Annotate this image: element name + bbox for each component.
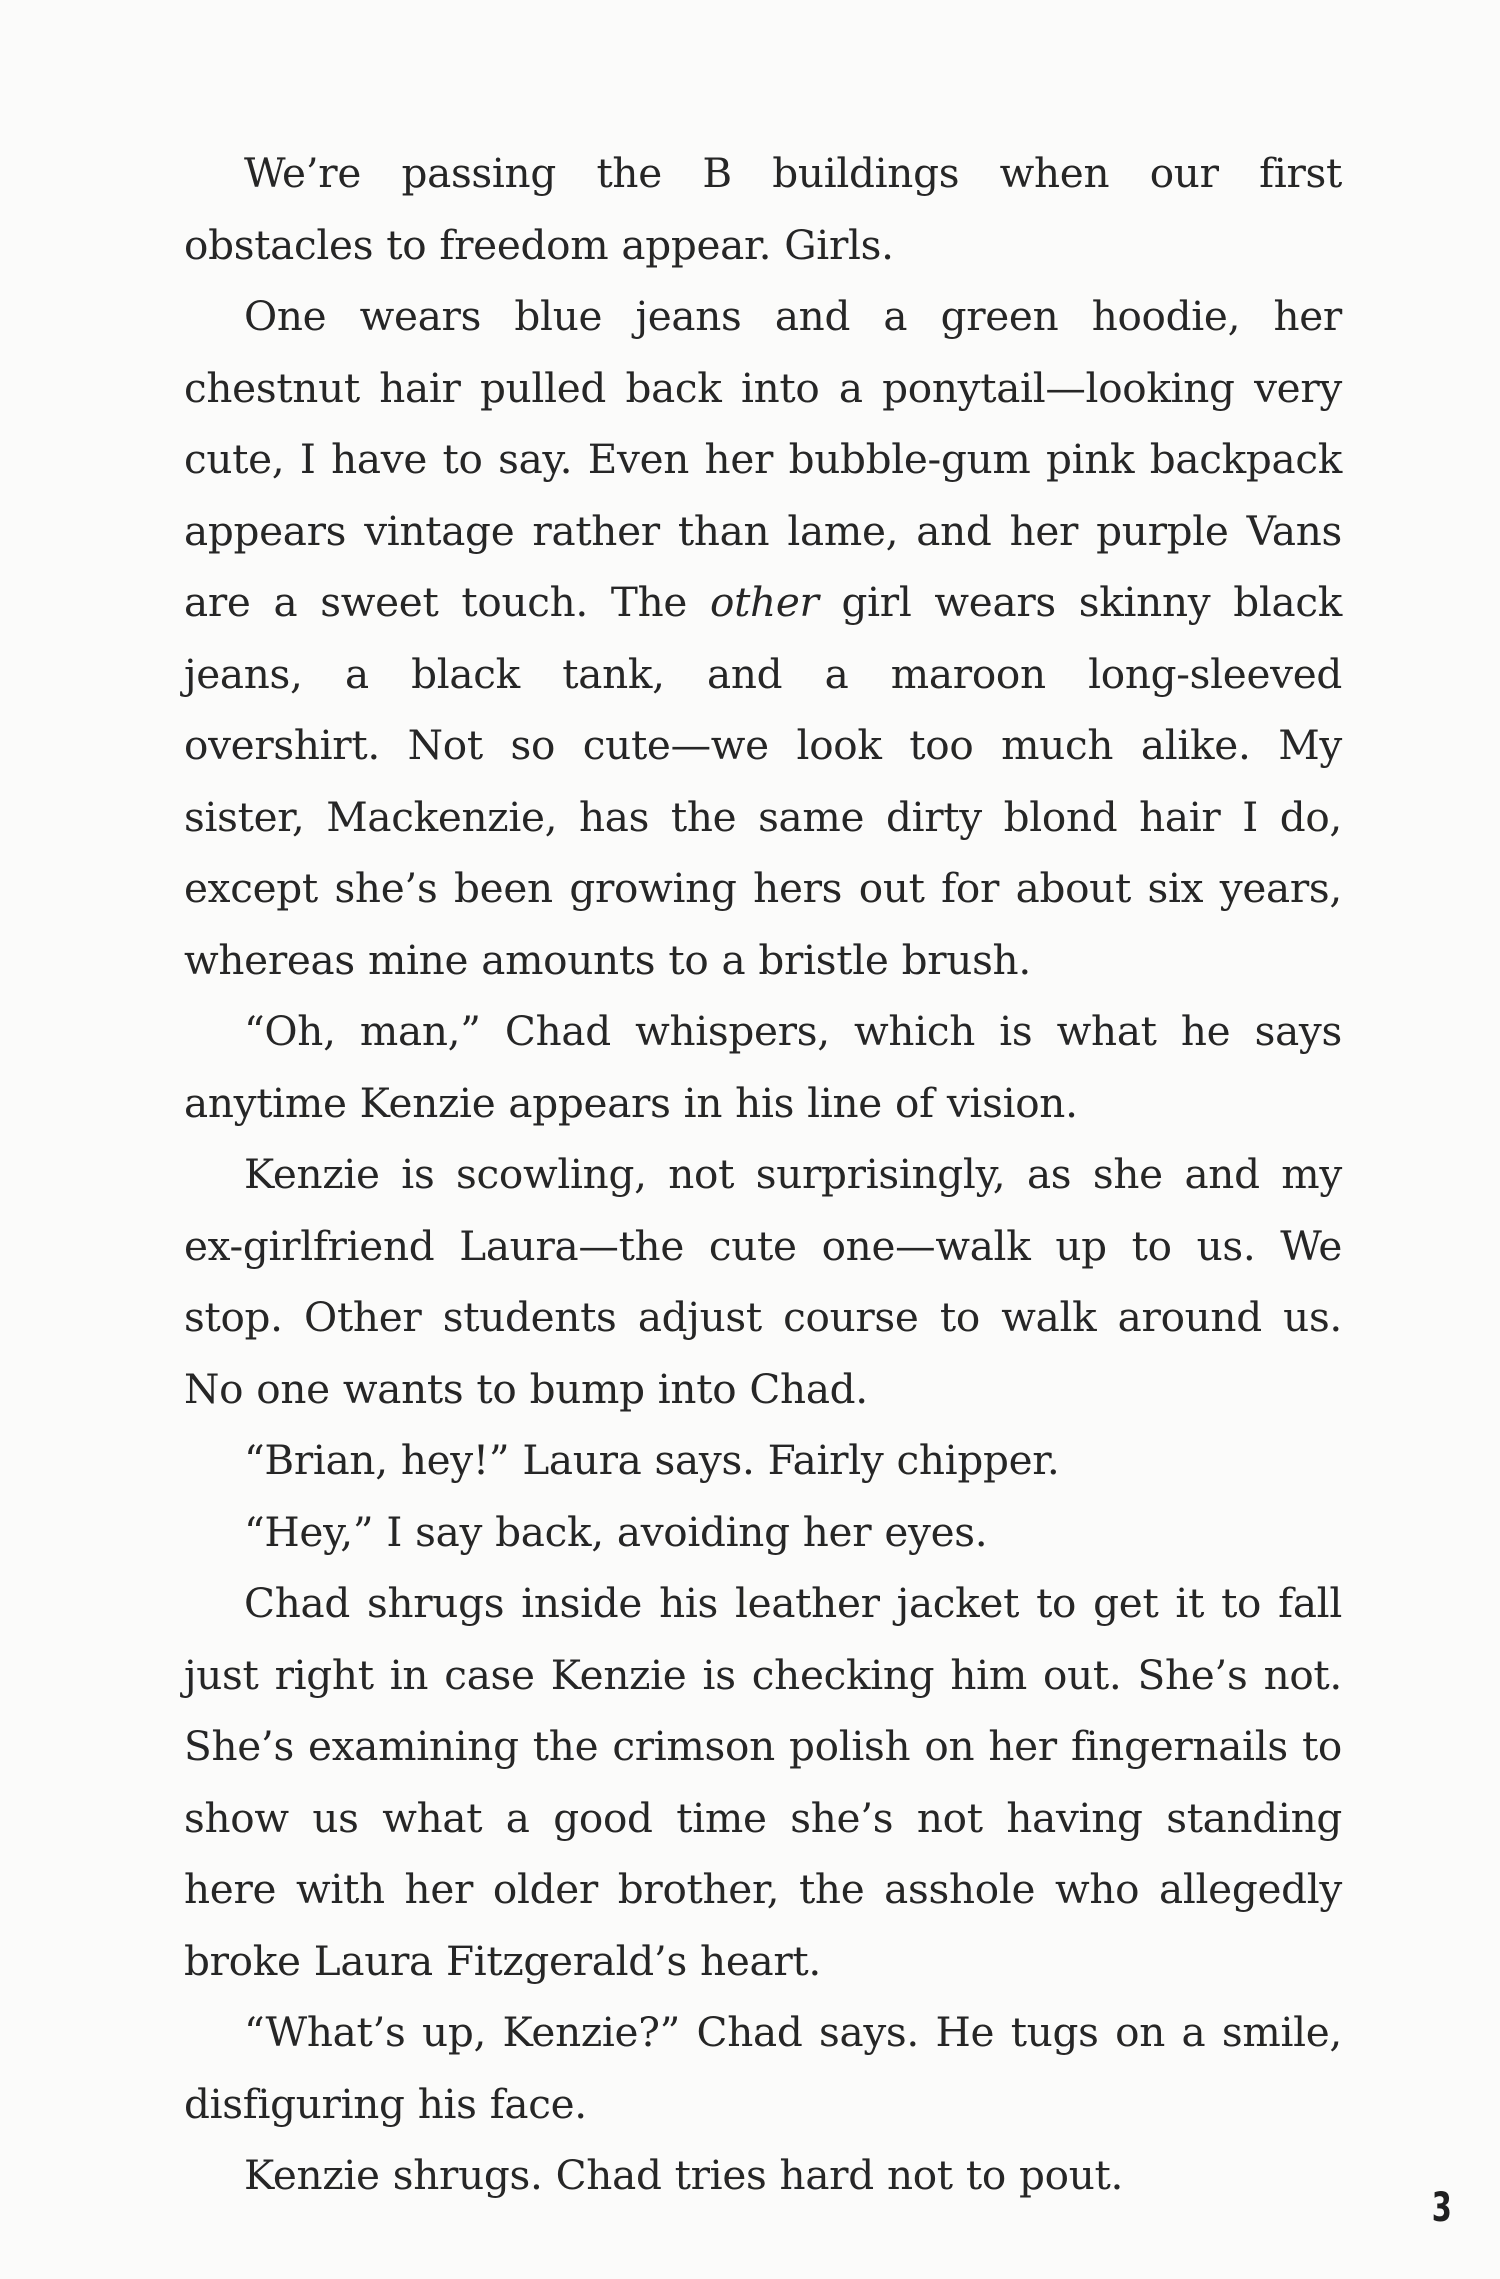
paragraph-text: “Hey,” I say back, avoiding her eyes.	[244, 1507, 988, 1556]
paragraph	[184, 1139, 1342, 1425]
paragraph	[184, 1425, 1342, 1497]
paragraph-text: One wears blue jeans and a green hoodie, her chestnut hair pulled back into a ponytail—looking very cute, I have to say. Even her bubble-gum pink backpack appears vintage rather than lame, and her purple Vans are a sweet touch. The	[184, 292, 1342, 626]
paragraph	[184, 2140, 1342, 2212]
paragraph	[184, 1997, 1342, 2140]
paragraph	[184, 281, 1342, 996]
page-number: 3	[1431, 2185, 1452, 2231]
paragraph	[184, 138, 1342, 281]
paragraph-text: “What’s up, Kenzie?” Chad says. He tugs on a smile, disfiguring his face.	[184, 2008, 1342, 2128]
paragraph	[184, 1497, 1342, 1569]
paragraph-text: We’re passing the B buildings when our first obstacles to freedom appear. Girls.	[184, 149, 1342, 269]
paragraph-text: “Oh, man,” Chad whispers, which is what he says anytime Kenzie appears in his line of vision.	[184, 1007, 1342, 1127]
paragraph-text: Kenzie shrugs. Chad tries hard not to pout.	[244, 2151, 1124, 2199]
paragraph-text: girl wears skinny black jeans, a black tank, and a maroon long-sleeved overshirt. Not so cute—we look too much alike. My sister, Mackenzie, has the same dirty blond hair I do, except she’s been growing hers out for about six years, whereas mine amounts to a bristle brush.	[184, 578, 1342, 984]
paragraph-text: Chad shrugs inside his leather jacket to get it to fall just right in case Kenzie is checking him out. She’s not. She’s examining the crimson polish on her fingernails to show us what a good time she’s not having standing here with her older brother, the asshole who allegedly broke Laura Fitzgerald’s heart.	[184, 1579, 1342, 1985]
paragraph-text: Kenzie is scowling, not surprisingly, as she and my ex-girlfriend Laura—the cute one—walk up to us. We stop. Other students adjust course to walk around us. No one wants to bump into Chad.	[184, 1150, 1342, 1413]
paragraph	[184, 996, 1342, 1139]
paragraph-text: “Brian, hey!” Laura says. Fairly chipper.	[244, 1436, 1060, 1484]
paragraph	[184, 1568, 1342, 1997]
body-text	[184, 138, 1342, 2212]
italic-text: other	[710, 578, 819, 626]
